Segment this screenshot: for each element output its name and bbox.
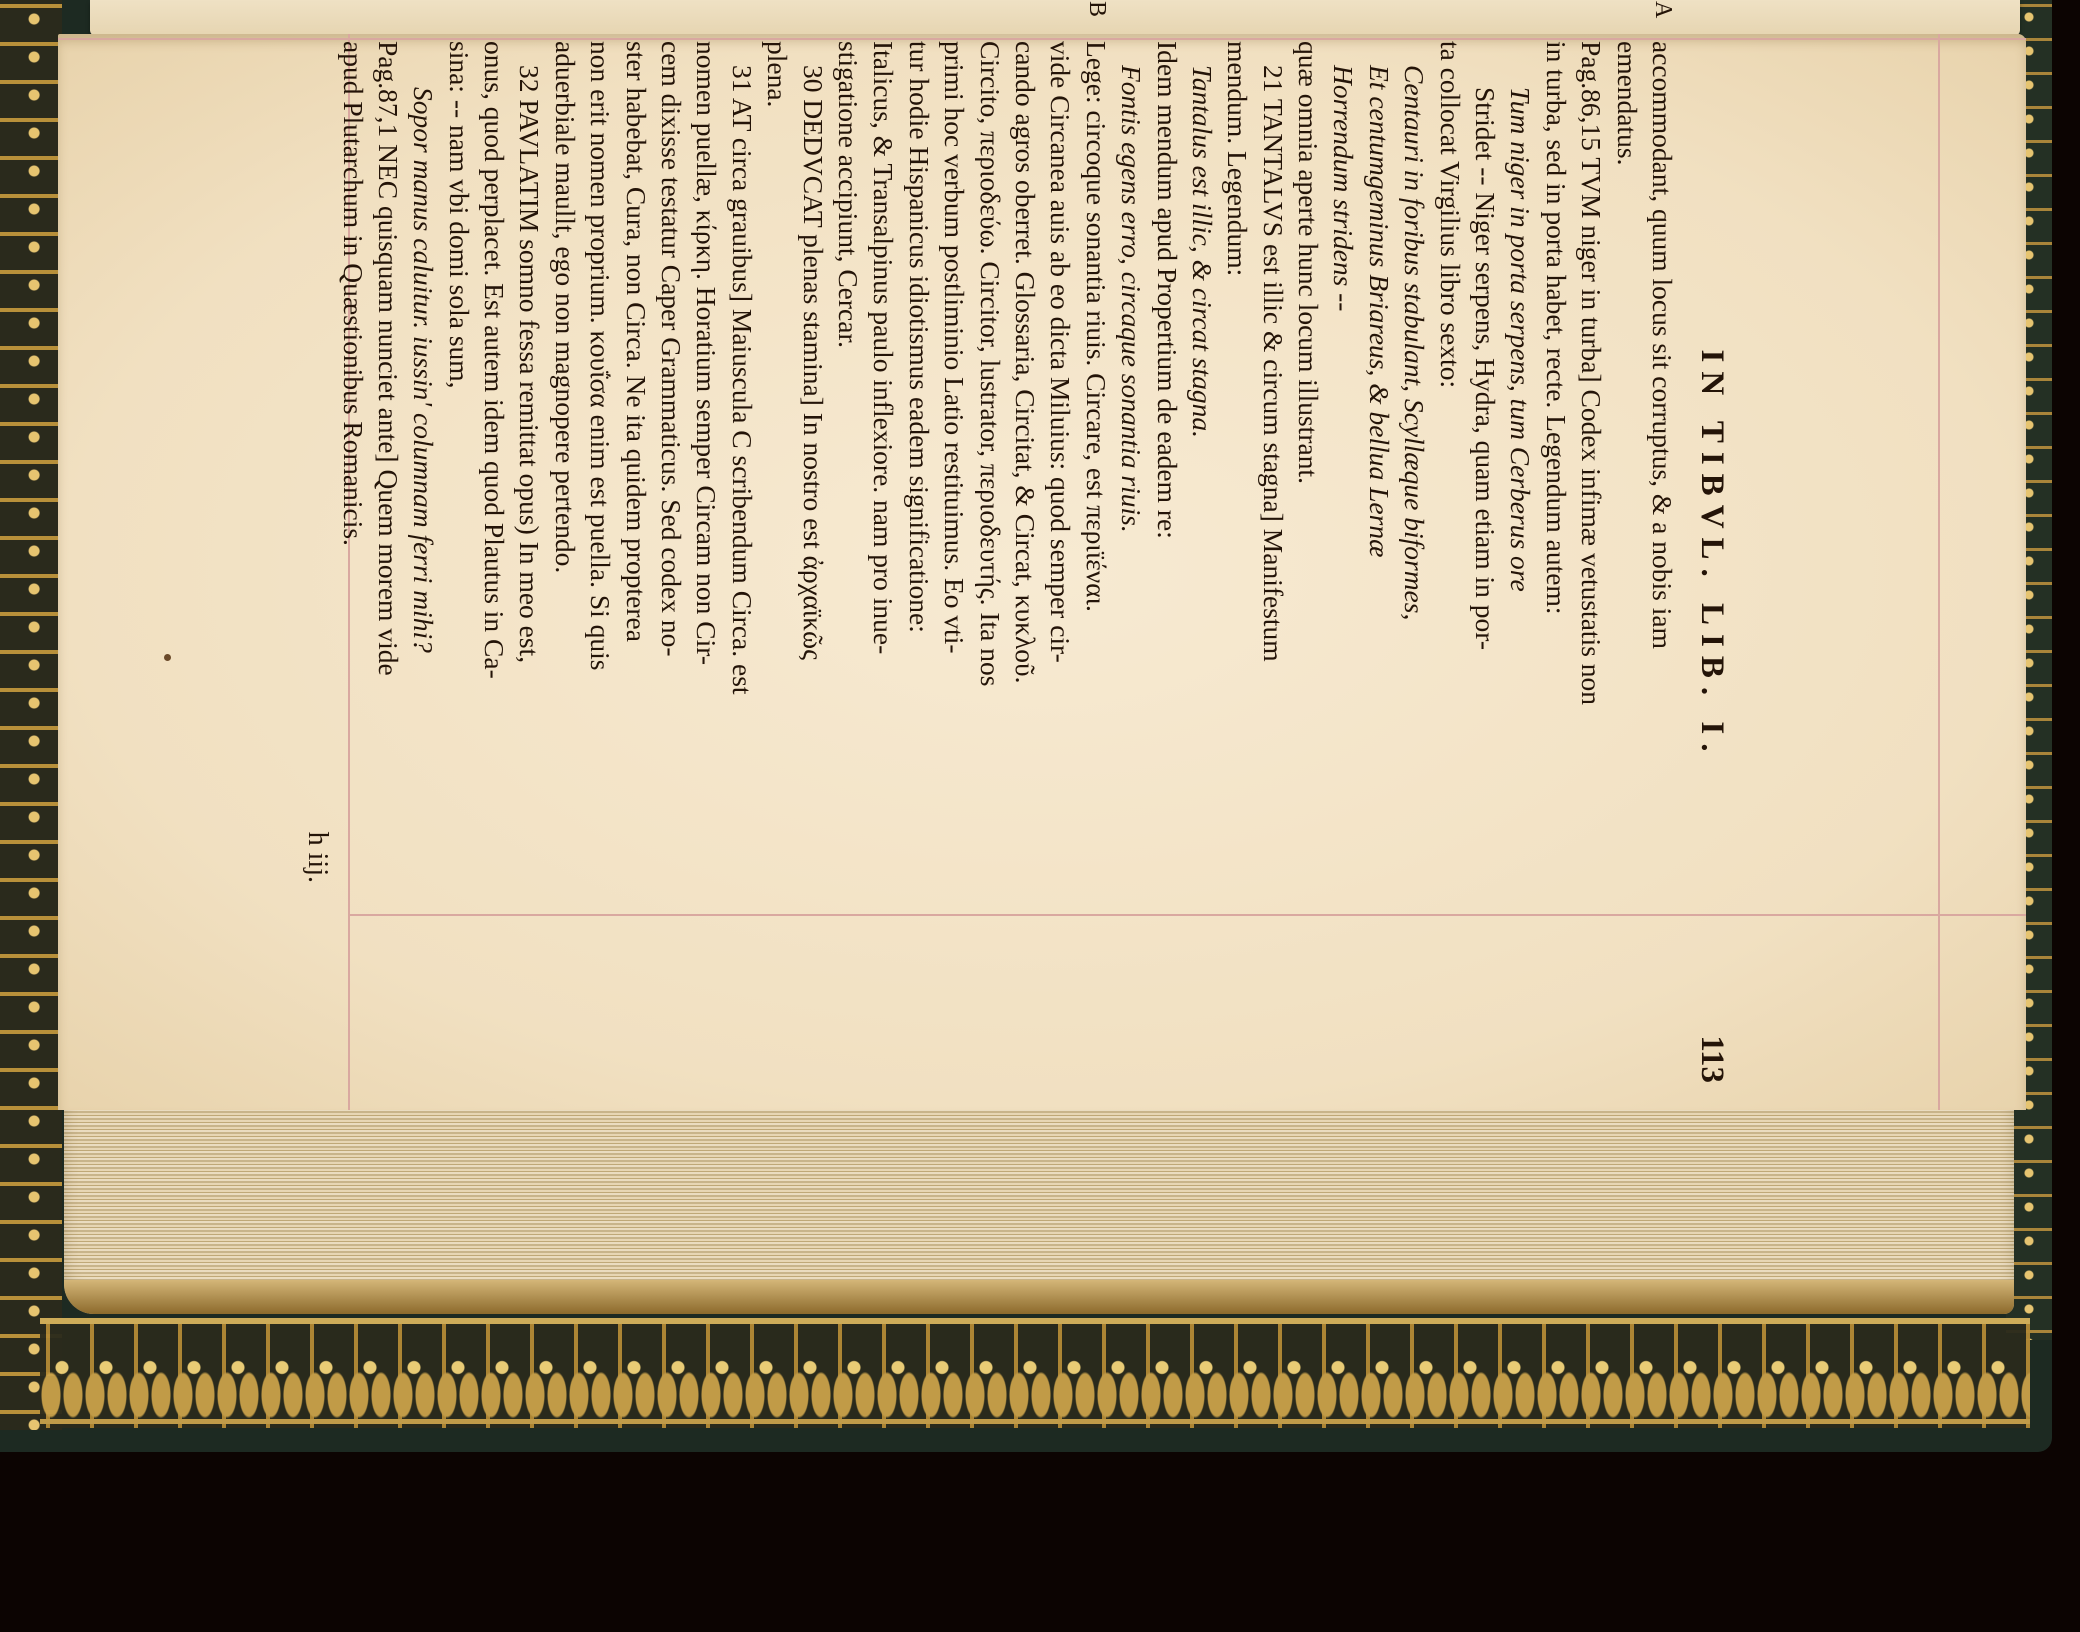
text-line: vide Circanea auis ab eo dicta Miluius: quod semper cir-	[1045, 41, 1077, 663]
text-line: onus, quod perplacet. Est autem idem quod Plautus in Ca-	[479, 41, 511, 679]
text-line: A accommodant, quum locus sit corruptus, & a nobis iam	[1645, 27, 1680, 1083]
page-rule	[1938, 34, 1940, 1110]
margin-mark: A	[1650, 1, 1676, 19]
margin-mark: B	[1083, 1, 1110, 18]
text-line: stigatione accipiunt, Cercar.	[833, 41, 865, 348]
quoted-verse-line: Horrendum stridens --	[1328, 65, 1360, 312]
running-header	[1680, 27, 1730, 1083]
page-block-edge	[64, 1104, 2014, 1314]
text-line: cem dixisse testatur Caper Grammaticus. Sed codex no-	[656, 41, 688, 657]
text-line: mendum. Legendum:	[1222, 41, 1254, 277]
text-line: sina: -- nam vbi domi sola sum,	[443, 41, 475, 389]
gilt-border-left	[0, 0, 62, 1430]
text-line: Pag.86,15 TVM niger in turba] Codex infimæ vetustatis non	[1576, 41, 1608, 706]
quoted-verse-line: Centauri in foribus stabulant, Scyllæque biformes,	[1399, 65, 1431, 621]
page-number: 113	[1694, 1035, 1730, 1083]
text-line: B Lege: circoque sonantia riuis. Circare, est περιϊέναι.	[1078, 27, 1113, 1083]
text-line: non erit nomen proprium. κουΐσα enim est puella. Si quis	[585, 41, 617, 671]
text-line: emendatus.	[1611, 41, 1643, 166]
gilt-border-bottom	[40, 1318, 2030, 1428]
text-line: 32 PAVLATIM somno fessa remittat opus) In meo est,	[514, 65, 546, 664]
text-line: ster habebat, Cura, non Circa. Ne ita quidem propterea	[620, 41, 652, 642]
text-line: Circito, περιοδεύω. Circitor, lustrator, περιοδευτής. Ita nos	[974, 41, 1006, 687]
text-line: cando agros oberret. Glossaria, Circitat, & Circat, κυκλοῦ.	[1009, 41, 1041, 684]
text-line: 30 DEDVCAT plenas stamina] In nostro est ἀρχαϊκῶς	[797, 65, 829, 660]
text-line: quæ omnia aperte hunc locum illustrant.	[1293, 41, 1325, 484]
text-line: Idem mendum apud Propertium de eadem re:	[1151, 41, 1183, 539]
text-line: primi hoc verbum postliminio Latio restituimus. Eo vti-	[939, 41, 971, 654]
text-line: nomen puellæ, κίρκη. Horatium semper Circam non Cir-	[691, 41, 723, 666]
text-line: Italicus, & Transalpinus paulo inflexiore. nam pro inue-	[868, 41, 900, 655]
quoted-verse-line: Sopor manus caluitur. iussin' columnam ferri mihi?	[408, 87, 440, 653]
text-line: 21 TANTALVS est illic & circum stagna] Manifestum	[1257, 65, 1289, 662]
text-line: ta collocat Virgilius libro sexto:	[1434, 41, 1466, 389]
quoted-verse-line: Tantalus est illic, & circat stagna.	[1186, 65, 1218, 439]
quoted-verse-line: Et centumgeminus Briareus, & bellua Lernæ	[1363, 65, 1395, 558]
page-text-block	[270, 1, 1730, 1083]
text-line: Stridet -- Niger serpens, Hydra, quam etiam in por-	[1470, 87, 1502, 651]
text-line: tur hodie Hispanicus idiotismus eadem significatione:	[903, 41, 935, 633]
text-line: apud Plutarchum in Quæstionibus Romanicis.	[337, 41, 369, 546]
signature-mark: h iij.	[302, 831, 334, 883]
text-line: Pag.87,1 NEC quisquam nunciet ante] Quem morem vide	[372, 41, 404, 676]
text-line: aduerbiale maullt, ego non magnopere pertendo.	[549, 41, 581, 574]
paper-speck	[164, 654, 171, 661]
text-line: in turba, sed in porta habet, recte. Legendum autem:	[1540, 41, 1572, 615]
quoted-verse-line: Fontis egens erro, circaque sonantia riuis.	[1116, 65, 1148, 533]
text-line: 31 AT circa grauibus] Maiuscula C scribendum Circa. est	[726, 65, 758, 695]
quoted-verse-line: Tum niger in porta serpens, tum Cerberus ore	[1505, 87, 1537, 592]
running-title: IN TIBVL. LIB. I.	[1694, 349, 1730, 761]
text-line: plena.	[762, 41, 794, 108]
